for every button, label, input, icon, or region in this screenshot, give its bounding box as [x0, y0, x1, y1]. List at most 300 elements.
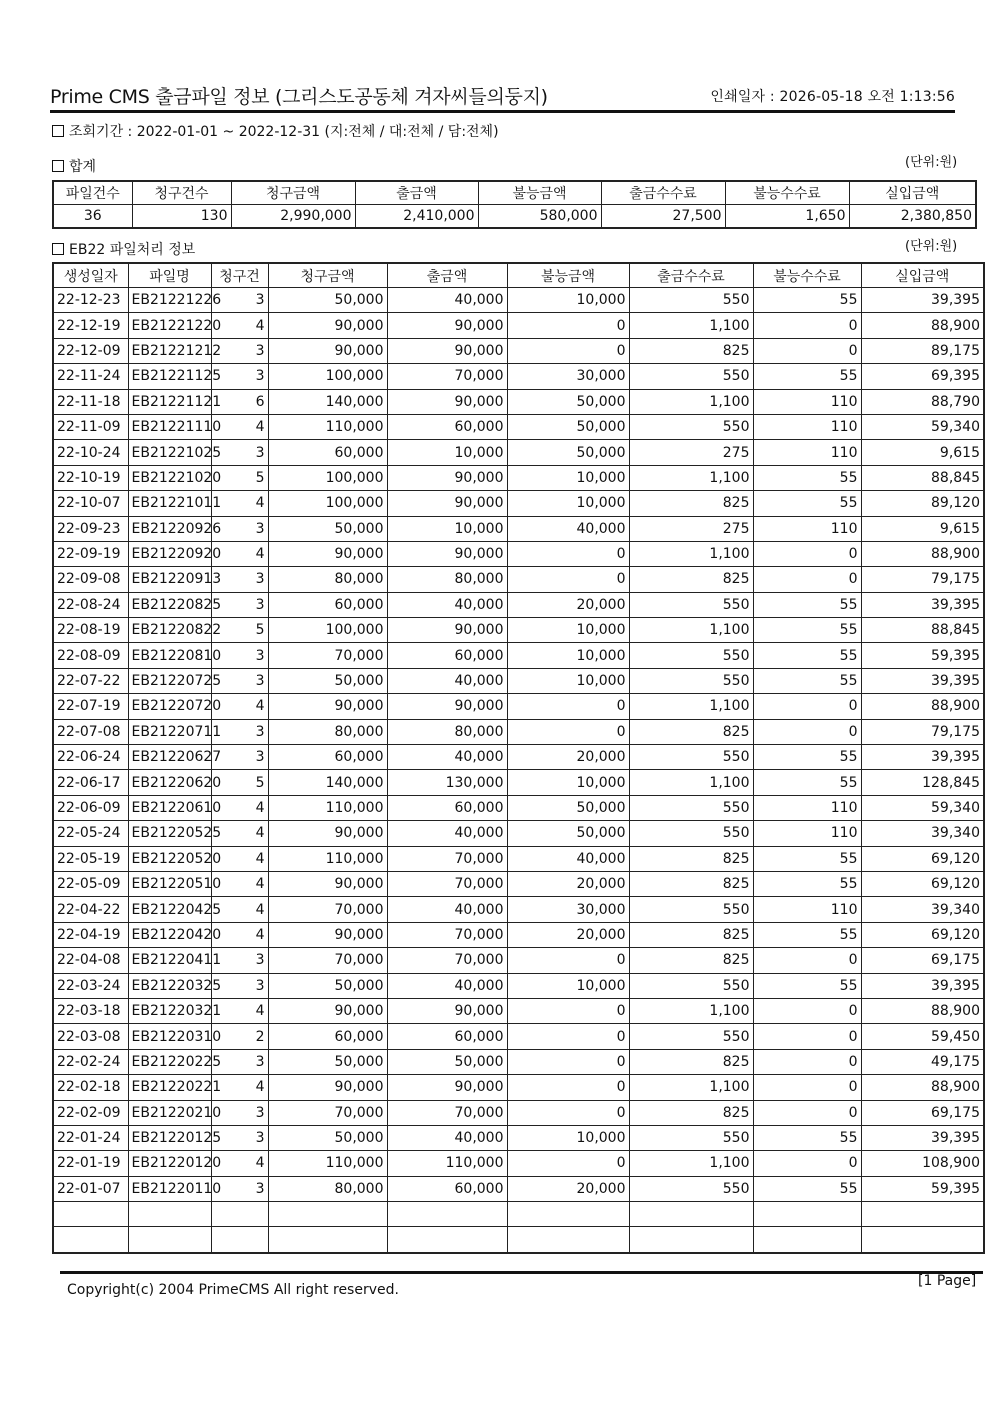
- table-cell: 825: [629, 1100, 753, 1125]
- table-cell: 10,000: [507, 770, 629, 795]
- table-cell: 4: [211, 694, 268, 719]
- table-cell: 30,000: [507, 897, 629, 922]
- table-cell: 40,000: [387, 668, 507, 693]
- table-cell: 5: [211, 618, 268, 643]
- table-cell: 0: [753, 1049, 861, 1074]
- table-cell: 22-03-08: [53, 1024, 128, 1049]
- table-cell: 0: [507, 998, 629, 1023]
- table-cell: 60,000: [387, 643, 507, 668]
- table-cell: 825: [629, 922, 753, 947]
- table-cell: 550: [629, 643, 753, 668]
- table-cell: 0: [753, 1151, 861, 1176]
- table-cell: 100,000: [268, 618, 387, 643]
- table-cell: 4: [211, 313, 268, 338]
- table-cell: 22-06-24: [53, 745, 128, 770]
- empty-cell: [629, 1202, 753, 1227]
- table-cell: 22-09-23: [53, 516, 128, 541]
- print-date-label: 인쇄일자 :: [710, 89, 775, 105]
- table-cell: 10,000: [507, 1125, 629, 1150]
- table-cell: 60,000: [387, 1024, 507, 1049]
- table-row: [53, 998, 984, 1023]
- table-cell: 80,000: [268, 567, 387, 592]
- table-cell: 110: [753, 414, 861, 439]
- table-cell: 1,100: [629, 618, 753, 643]
- table-cell: 40,000: [507, 516, 629, 541]
- table-cell: 10,000: [507, 973, 629, 998]
- summary-value-cell: 130: [132, 205, 231, 229]
- table-cell: 22-04-08: [53, 948, 128, 973]
- table-cell: 90,000: [268, 821, 387, 846]
- table-cell: 55: [753, 871, 861, 896]
- table-cell: 40,000: [387, 592, 507, 617]
- table-cell: 10,000: [507, 668, 629, 693]
- table-cell: 22-11-09: [53, 414, 128, 439]
- table-cell: EB21220225: [128, 1049, 211, 1074]
- table-cell: 3: [211, 592, 268, 617]
- table-cell: 550: [629, 414, 753, 439]
- empty-cell: [268, 1227, 387, 1253]
- table-cell: 3: [211, 973, 268, 998]
- table-row: [53, 1176, 984, 1201]
- table-cell: EB21220110: [128, 1176, 211, 1201]
- table-cell: 140,000: [268, 389, 387, 414]
- table-cell: 70,000: [268, 1100, 387, 1125]
- eb22-header-cell: 청구건: [211, 263, 268, 288]
- table-cell: 90,000: [387, 998, 507, 1023]
- summary-value-cell: 580,000: [478, 205, 601, 229]
- table-cell: 70,000: [268, 948, 387, 973]
- table-cell: 550: [629, 668, 753, 693]
- table-cell: 4: [211, 821, 268, 846]
- table-cell: 825: [629, 846, 753, 871]
- table-cell: 90,000: [387, 313, 507, 338]
- table-row: [53, 871, 984, 896]
- table-cell: 90,000: [268, 922, 387, 947]
- table-cell: 1,100: [629, 389, 753, 414]
- table-cell: 4: [211, 897, 268, 922]
- table-cell: 3: [211, 1176, 268, 1201]
- table-row: [53, 465, 984, 490]
- table-cell: 90,000: [268, 313, 387, 338]
- empty-cell: [53, 1227, 128, 1253]
- checkbox-icon: [52, 125, 64, 137]
- empty-cell: [128, 1227, 211, 1253]
- eb22-header-cell: 출금수수료: [629, 263, 753, 288]
- table-cell: 50,000: [268, 516, 387, 541]
- print-date: [710, 86, 955, 106]
- table-cell: 49,175: [861, 1049, 984, 1074]
- table-cell: 90,000: [387, 1075, 507, 1100]
- table-cell: 50,000: [268, 668, 387, 693]
- table-cell: 90,000: [268, 338, 387, 363]
- table-cell: EB21221020: [128, 465, 211, 490]
- table-cell: 22-06-09: [53, 795, 128, 820]
- table-row: [53, 1125, 984, 1150]
- table-cell: 39,395: [861, 592, 984, 617]
- table-cell: 55: [753, 618, 861, 643]
- table-cell: 70,000: [387, 922, 507, 947]
- table-cell: 1,100: [629, 313, 753, 338]
- table-cell: 5: [211, 770, 268, 795]
- table-cell: EB21220425: [128, 897, 211, 922]
- table-cell: 40,000: [387, 745, 507, 770]
- table-row: [53, 1049, 984, 1074]
- table-cell: 22-12-19: [53, 313, 128, 338]
- summary-header-cell: 파일건수: [53, 181, 132, 205]
- table-cell: 140,000: [268, 770, 387, 795]
- table-cell: 0: [507, 1075, 629, 1100]
- table-cell: 69,395: [861, 364, 984, 389]
- table-cell: EB21220926: [128, 516, 211, 541]
- table-cell: 825: [629, 871, 753, 896]
- table-cell: 59,340: [861, 795, 984, 820]
- table-cell: 110,000: [268, 795, 387, 820]
- table-cell: 70,000: [387, 364, 507, 389]
- table-cell: EB21221025: [128, 440, 211, 465]
- summary-value-cell: 2,380,850: [849, 205, 976, 229]
- table-cell: 100,000: [268, 491, 387, 516]
- table-cell: 90,000: [387, 465, 507, 490]
- table-cell: 275: [629, 516, 753, 541]
- table-cell: 88,900: [861, 313, 984, 338]
- table-cell: 3: [211, 338, 268, 363]
- empty-cell: [128, 1202, 211, 1227]
- table-cell: 0: [507, 1100, 629, 1125]
- table-cell: 69,120: [861, 922, 984, 947]
- table-cell: EB21220920: [128, 541, 211, 566]
- page-number: [1 Page]: [918, 1273, 977, 1289]
- table-cell: 55: [753, 973, 861, 998]
- table-cell: 825: [629, 567, 753, 592]
- report-title: Prime CMS 출금파일 정보 (그리스도공동체 겨자씨들의둥지): [50, 86, 548, 108]
- summary-header-cell: 출금액: [355, 181, 478, 205]
- table-row: [53, 313, 984, 338]
- table-row: [53, 338, 984, 363]
- table-cell: 22-10-19: [53, 465, 128, 490]
- table-cell: 70,000: [387, 1100, 507, 1125]
- table-cell: 0: [753, 567, 861, 592]
- eb22-header-cell: 불능금액: [507, 263, 629, 288]
- table-cell: 3: [211, 668, 268, 693]
- table-cell: 39,395: [861, 1125, 984, 1150]
- empty-cell: [211, 1227, 268, 1253]
- table-cell: 3: [211, 364, 268, 389]
- table-cell: 59,450: [861, 1024, 984, 1049]
- table-row: [53, 414, 984, 439]
- empty-cell: [861, 1202, 984, 1227]
- table-cell: 4: [211, 795, 268, 820]
- table-cell: EB21221121: [128, 389, 211, 414]
- table-cell: 40,000: [387, 1125, 507, 1150]
- eb22-header-cell: 실입금액: [861, 263, 984, 288]
- table-cell: 70,000: [387, 948, 507, 973]
- table-cell: 275: [629, 440, 753, 465]
- table-cell: 4: [211, 414, 268, 439]
- table-cell: EB21220711: [128, 719, 211, 744]
- table-row: [53, 948, 984, 973]
- eb22-unit: (단위:원): [905, 239, 958, 254]
- table-cell: 110,000: [387, 1151, 507, 1176]
- table-cell: 3: [211, 719, 268, 744]
- table-cell: 4: [211, 998, 268, 1023]
- table-cell: 22-08-24: [53, 592, 128, 617]
- table-cell: EB21220725: [128, 668, 211, 693]
- table-cell: 55: [753, 465, 861, 490]
- table-cell: 50,000: [507, 389, 629, 414]
- table-cell: 22-07-19: [53, 694, 128, 719]
- table-cell: 40,000: [387, 973, 507, 998]
- eb22-table: [52, 262, 985, 1254]
- table-cell: 79,175: [861, 567, 984, 592]
- checkbox-icon: [52, 243, 64, 255]
- table-cell: 110: [753, 389, 861, 414]
- table-cell: 0: [507, 694, 629, 719]
- table-cell: 55: [753, 592, 861, 617]
- table-cell: EB21220221: [128, 1075, 211, 1100]
- table-cell: EB21220210: [128, 1100, 211, 1125]
- table-cell: 4: [211, 1151, 268, 1176]
- summary-value-cell: 2,410,000: [355, 205, 478, 229]
- table-cell: 60,000: [268, 440, 387, 465]
- table-cell: 22-02-09: [53, 1100, 128, 1125]
- table-cell: 550: [629, 973, 753, 998]
- table-cell: 22-01-07: [53, 1176, 128, 1201]
- table-cell: 1,100: [629, 1151, 753, 1176]
- empty-cell: [53, 1202, 128, 1227]
- table-cell: 110: [753, 516, 861, 541]
- table-cell: 1,100: [629, 770, 753, 795]
- table-cell: 20,000: [507, 922, 629, 947]
- table-cell: 550: [629, 1176, 753, 1201]
- table-cell: 20,000: [507, 871, 629, 896]
- table-cell: 55: [753, 491, 861, 516]
- table-cell: 39,395: [861, 973, 984, 998]
- empty-cell: [753, 1202, 861, 1227]
- empty-cell: [861, 1227, 984, 1253]
- empty-cell: [753, 1227, 861, 1253]
- table-cell: 22-10-07: [53, 491, 128, 516]
- table-cell: 50,000: [268, 973, 387, 998]
- table-cell: EB21220825: [128, 592, 211, 617]
- table-row: [53, 389, 984, 414]
- empty-cell: [507, 1202, 629, 1227]
- table-cell: 1,100: [629, 465, 753, 490]
- table-cell: 100,000: [268, 465, 387, 490]
- table-row: [53, 592, 984, 617]
- table-cell: 90,000: [268, 998, 387, 1023]
- table-cell: 110: [753, 795, 861, 820]
- table-cell: 3: [211, 948, 268, 973]
- summary-value-cell: 36: [53, 205, 132, 229]
- table-cell: EB21221226: [128, 288, 211, 313]
- table-cell: 0: [753, 948, 861, 973]
- table-cell: 90,000: [268, 541, 387, 566]
- table-cell: 22-01-19: [53, 1151, 128, 1176]
- table-cell: EB21221212: [128, 338, 211, 363]
- print-date-value: 2026-05-18 오전 1:13:56: [779, 89, 955, 105]
- table-cell: 55: [753, 770, 861, 795]
- eb22-header-cell: 생성일자: [53, 263, 128, 288]
- summary-table: [52, 180, 977, 229]
- table-cell: 3: [211, 1049, 268, 1074]
- table-cell: 0: [753, 313, 861, 338]
- table-cell: 55: [753, 288, 861, 313]
- table-cell: 10,000: [387, 516, 507, 541]
- table-cell: EB21220610: [128, 795, 211, 820]
- empty-cell: [507, 1227, 629, 1253]
- table-cell: 40,000: [507, 846, 629, 871]
- table-cell: 4: [211, 1075, 268, 1100]
- table-cell: 0: [507, 948, 629, 973]
- table-cell: 550: [629, 1024, 753, 1049]
- table-row: [53, 541, 984, 566]
- table-cell: 88,845: [861, 465, 984, 490]
- table-cell: 90,000: [268, 694, 387, 719]
- table-row: [53, 897, 984, 922]
- table-cell: 0: [507, 338, 629, 363]
- table-cell: 59,340: [861, 414, 984, 439]
- table-cell: 22-08-19: [53, 618, 128, 643]
- table-cell: 90,000: [268, 871, 387, 896]
- table-cell: 80,000: [268, 719, 387, 744]
- table-row: [53, 643, 984, 668]
- table-cell: 1,100: [629, 694, 753, 719]
- summary-value-cell: 1,650: [725, 205, 849, 229]
- table-cell: 69,120: [861, 846, 984, 871]
- report-header: [50, 78, 955, 110]
- table-cell: 22-02-24: [53, 1049, 128, 1074]
- summary-value-cell: 27,500: [601, 205, 725, 229]
- table-cell: 39,340: [861, 821, 984, 846]
- table-cell: 88,900: [861, 694, 984, 719]
- table-cell: 1,100: [629, 998, 753, 1023]
- table-cell: 70,000: [268, 643, 387, 668]
- table-cell: 50,000: [268, 1125, 387, 1150]
- table-cell: EB21221220: [128, 313, 211, 338]
- table-cell: 40,000: [387, 288, 507, 313]
- summary-header-cell: 청구금액: [231, 181, 355, 205]
- table-row: [53, 1075, 984, 1100]
- table-cell: 22-03-18: [53, 998, 128, 1023]
- table-cell: 4: [211, 491, 268, 516]
- table-cell: 88,790: [861, 389, 984, 414]
- table-cell: EB21220120: [128, 1151, 211, 1176]
- table-cell: 0: [753, 998, 861, 1023]
- table-cell: 90,000: [387, 541, 507, 566]
- table-cell: 70,000: [387, 871, 507, 896]
- table-cell: 69,175: [861, 948, 984, 973]
- title-divider: [50, 110, 955, 113]
- table-cell: 3: [211, 516, 268, 541]
- table-row: [53, 694, 984, 719]
- table-cell: 3: [211, 1125, 268, 1150]
- table-cell: 4: [211, 922, 268, 947]
- table-cell: EB21220720: [128, 694, 211, 719]
- table-cell: 59,395: [861, 643, 984, 668]
- summary-header-row: [53, 181, 976, 205]
- table-cell: EB21220810: [128, 643, 211, 668]
- table-cell: 3: [211, 440, 268, 465]
- table-row: [53, 516, 984, 541]
- table-cell: 22-04-19: [53, 922, 128, 947]
- summary-header-cell: 청구건수: [132, 181, 231, 205]
- table-cell: 22-11-18: [53, 389, 128, 414]
- table-cell: 55: [753, 846, 861, 871]
- table-row: [53, 922, 984, 947]
- table-cell: 80,000: [387, 719, 507, 744]
- table-cell: 88,900: [861, 541, 984, 566]
- table-row: [53, 668, 984, 693]
- table-cell: 110: [753, 821, 861, 846]
- table-row: [53, 1100, 984, 1125]
- table-cell: EB21220125: [128, 1125, 211, 1150]
- table-cell: 79,175: [861, 719, 984, 744]
- empty-row: [53, 1227, 984, 1253]
- table-cell: 30,000: [507, 364, 629, 389]
- table-cell: 50,000: [507, 414, 629, 439]
- table-cell: EB21220411: [128, 948, 211, 973]
- empty-row: [53, 1202, 984, 1227]
- eb22-header-cell: 청구금액: [268, 263, 387, 288]
- table-cell: 55: [753, 922, 861, 947]
- table-cell: 22-07-22: [53, 668, 128, 693]
- summary-values-row: [53, 205, 976, 229]
- table-cell: 0: [753, 1100, 861, 1125]
- table-cell: 60,000: [268, 1024, 387, 1049]
- table-row: [53, 846, 984, 871]
- table-cell: 0: [507, 313, 629, 338]
- table-row: [53, 491, 984, 516]
- table-cell: 22-12-23: [53, 288, 128, 313]
- table-cell: 10,000: [387, 440, 507, 465]
- table-cell: 50,000: [507, 795, 629, 820]
- summary-header-cell: 불능수수료: [725, 181, 849, 205]
- table-cell: 60,000: [268, 592, 387, 617]
- table-cell: EB21220525: [128, 821, 211, 846]
- table-cell: 55: [753, 643, 861, 668]
- table-cell: EB21221125: [128, 364, 211, 389]
- table-cell: 22-05-19: [53, 846, 128, 871]
- table-cell: 22-07-08: [53, 719, 128, 744]
- table-cell: 550: [629, 745, 753, 770]
- table-cell: 825: [629, 719, 753, 744]
- table-cell: 90,000: [268, 1075, 387, 1100]
- table-cell: EB21220325: [128, 973, 211, 998]
- copyright: Copyright(c) 2004 PrimeCMS All right reserved.: [67, 1282, 399, 1298]
- summary-unit: (단위:원): [905, 155, 958, 170]
- table-cell: 22-02-18: [53, 1075, 128, 1100]
- table-cell: 90,000: [387, 694, 507, 719]
- table-cell: 22-08-09: [53, 643, 128, 668]
- summary-section-title: 합계: [52, 156, 96, 176]
- table-cell: EB21220822: [128, 618, 211, 643]
- table-cell: 10,000: [507, 618, 629, 643]
- table-cell: 550: [629, 364, 753, 389]
- table-cell: 80,000: [268, 1176, 387, 1201]
- table-cell: 0: [507, 719, 629, 744]
- table-cell: 90,000: [387, 389, 507, 414]
- table-row: [53, 770, 984, 795]
- empty-cell: [629, 1227, 753, 1253]
- table-cell: 90,000: [387, 618, 507, 643]
- table-cell: EB21220620: [128, 770, 211, 795]
- table-cell: 69,175: [861, 1100, 984, 1125]
- table-cell: 0: [507, 541, 629, 566]
- table-cell: 0: [753, 719, 861, 744]
- eb22-header-row: [53, 263, 984, 288]
- table-cell: 108,900: [861, 1151, 984, 1176]
- empty-cell: [211, 1202, 268, 1227]
